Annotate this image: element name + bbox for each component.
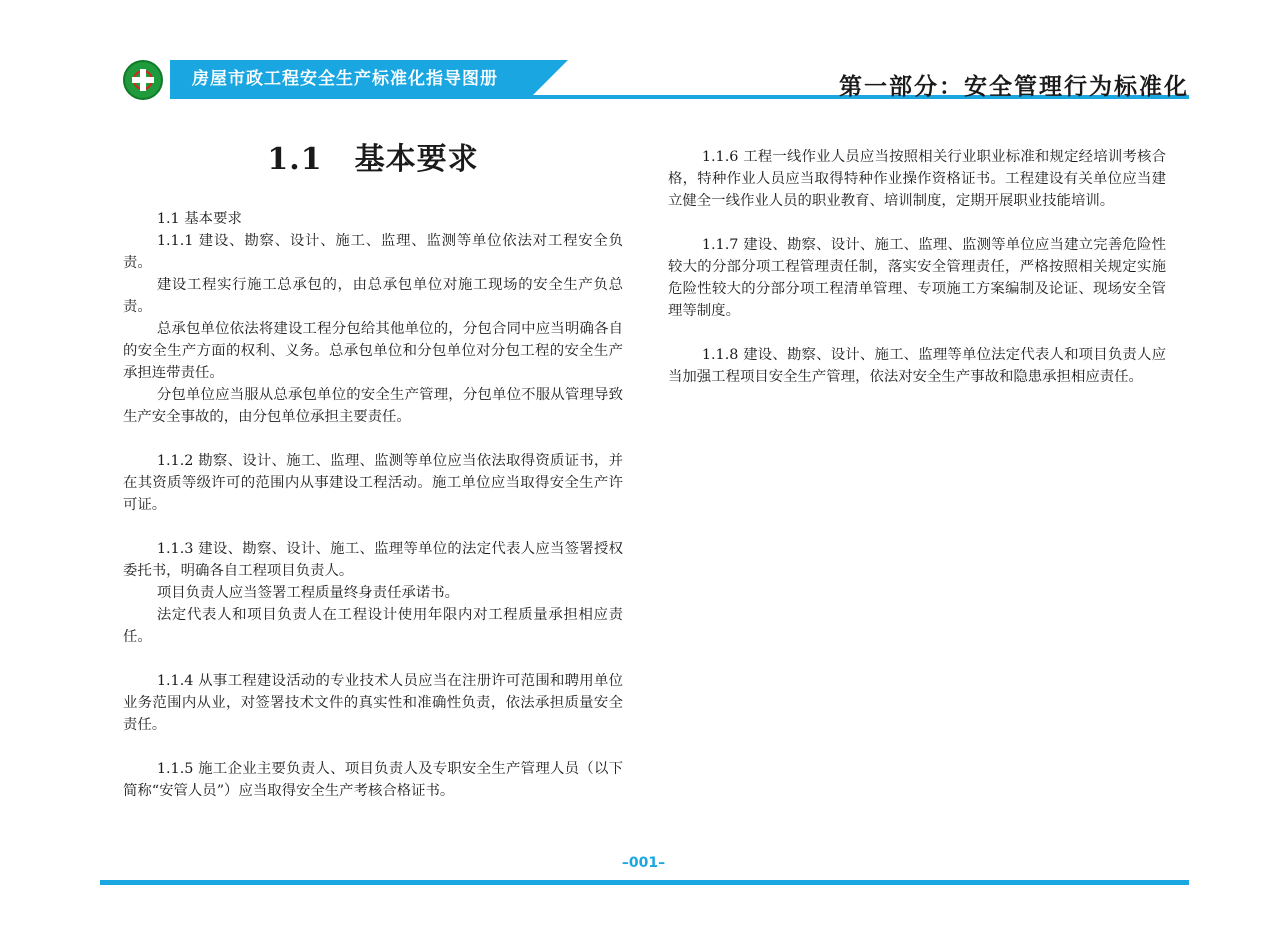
heading-text: 基本要求 [354, 142, 479, 177]
safety-cross-logo-icon [123, 60, 163, 100]
paragraph-gap [668, 322, 1166, 344]
paragraph-gap [123, 736, 623, 758]
manual-title: 房屋市政工程安全生产标准化指导图册 [192, 69, 498, 89]
paragraph: 1.1.8 建设、勘察、设计、施工、监理等单位法定代表人和项目负责人应当加强工程项目安全生产管理，依法对安全生产事故和隐患承担相应责任。 [668, 347, 1166, 385]
paragraph: 总承包单位依法将建设工程分包给其他单位的，分包合同中应当明确各自的安全生产方面的权利、义务。总承包单位和分包单位对分包工程的安全生产承担连带责任。 [123, 321, 623, 381]
page-number: –001– [621, 855, 666, 871]
paragraph-gap [668, 212, 1166, 234]
paragraph: 1.1.6 工程一线作业人员应当按照相关行业职业标准和规定经培训考核合格，特种作业人员应当取得特种作业操作资格证书。工程建设有关单位应当建立健全一线作业人员的职业教育、培训制度，定期开展职业技能培训。 [668, 149, 1166, 209]
right-column [668, 146, 1166, 388]
paragraph-gap [123, 428, 623, 450]
paragraph: 建设工程实行施工总承包的，由总承包单位对施工现场的安全生产负总责。 [123, 277, 623, 315]
paragraph-gap [123, 516, 623, 538]
paragraph: 1.1 基本要求 [156, 211, 242, 227]
paragraph: 分包单位应当服从总承包单位的安全生产管理，分包单位不服从管理导致生产安全事故的，由分包单位承担主要责任。 [123, 387, 623, 425]
page-heading [123, 140, 623, 180]
paragraph: 项目负责人应当签署工程质量终身责任承诺书。 [156, 585, 460, 601]
page-header [0, 0, 1287, 110]
paragraph: 法定代表人和项目负责人在工程设计使用年限内对工程质量承担相应责任。 [123, 607, 623, 645]
header-band-tip [530, 60, 568, 98]
paragraph: 1.1.1 建设、勘察、设计、施工、监理、监测等单位依法对工程安全负责。 [123, 233, 623, 271]
paragraph: 1.1.2 勘察、设计、施工、监理、监测等单位应当依法取得资质证书，并在其资质等级许可的范围内从事建设工程活动。施工单位应当取得安全生产许可证。 [123, 453, 623, 513]
section-title: 第一部分：安全管理行为标准化 [839, 73, 1189, 100]
paragraph: 1.1.7 建设、勘察、设计、施工、监理、监测等单位应当建立完善危险性较大的分部分项工程管理责任制，落实安全管理责任，严格按照相关规定实施危险性较大的分部分项工程清单管理、专项施工方案编制及论证、现场安全管理等制度。 [668, 237, 1166, 319]
paragraph: 1.1.5 施工企业主要负责人、项目负责人及专职安全生产管理人员（以下简称“安管人员”）应当取得安全生产考核合格证书。 [123, 761, 623, 799]
left-column [123, 140, 623, 802]
heading-number: 1.1 [267, 142, 323, 177]
paragraph-gap [123, 648, 623, 670]
paragraph: 1.1.4 从事工程建设活动的专业技术人员应当在注册许可范围和聘用单位业务范围内从业，对签署技术文件的真实性和准确性负责，依法承担质量安全责任。 [123, 673, 623, 733]
paragraph: 1.1.3 建设、勘察、设计、施工、监理等单位的法定代表人应当签署授权委托书，明确各自工程项目负责人。 [123, 541, 623, 579]
logo-cross-horizontal [132, 77, 154, 83]
footer-rule [100, 880, 1189, 885]
